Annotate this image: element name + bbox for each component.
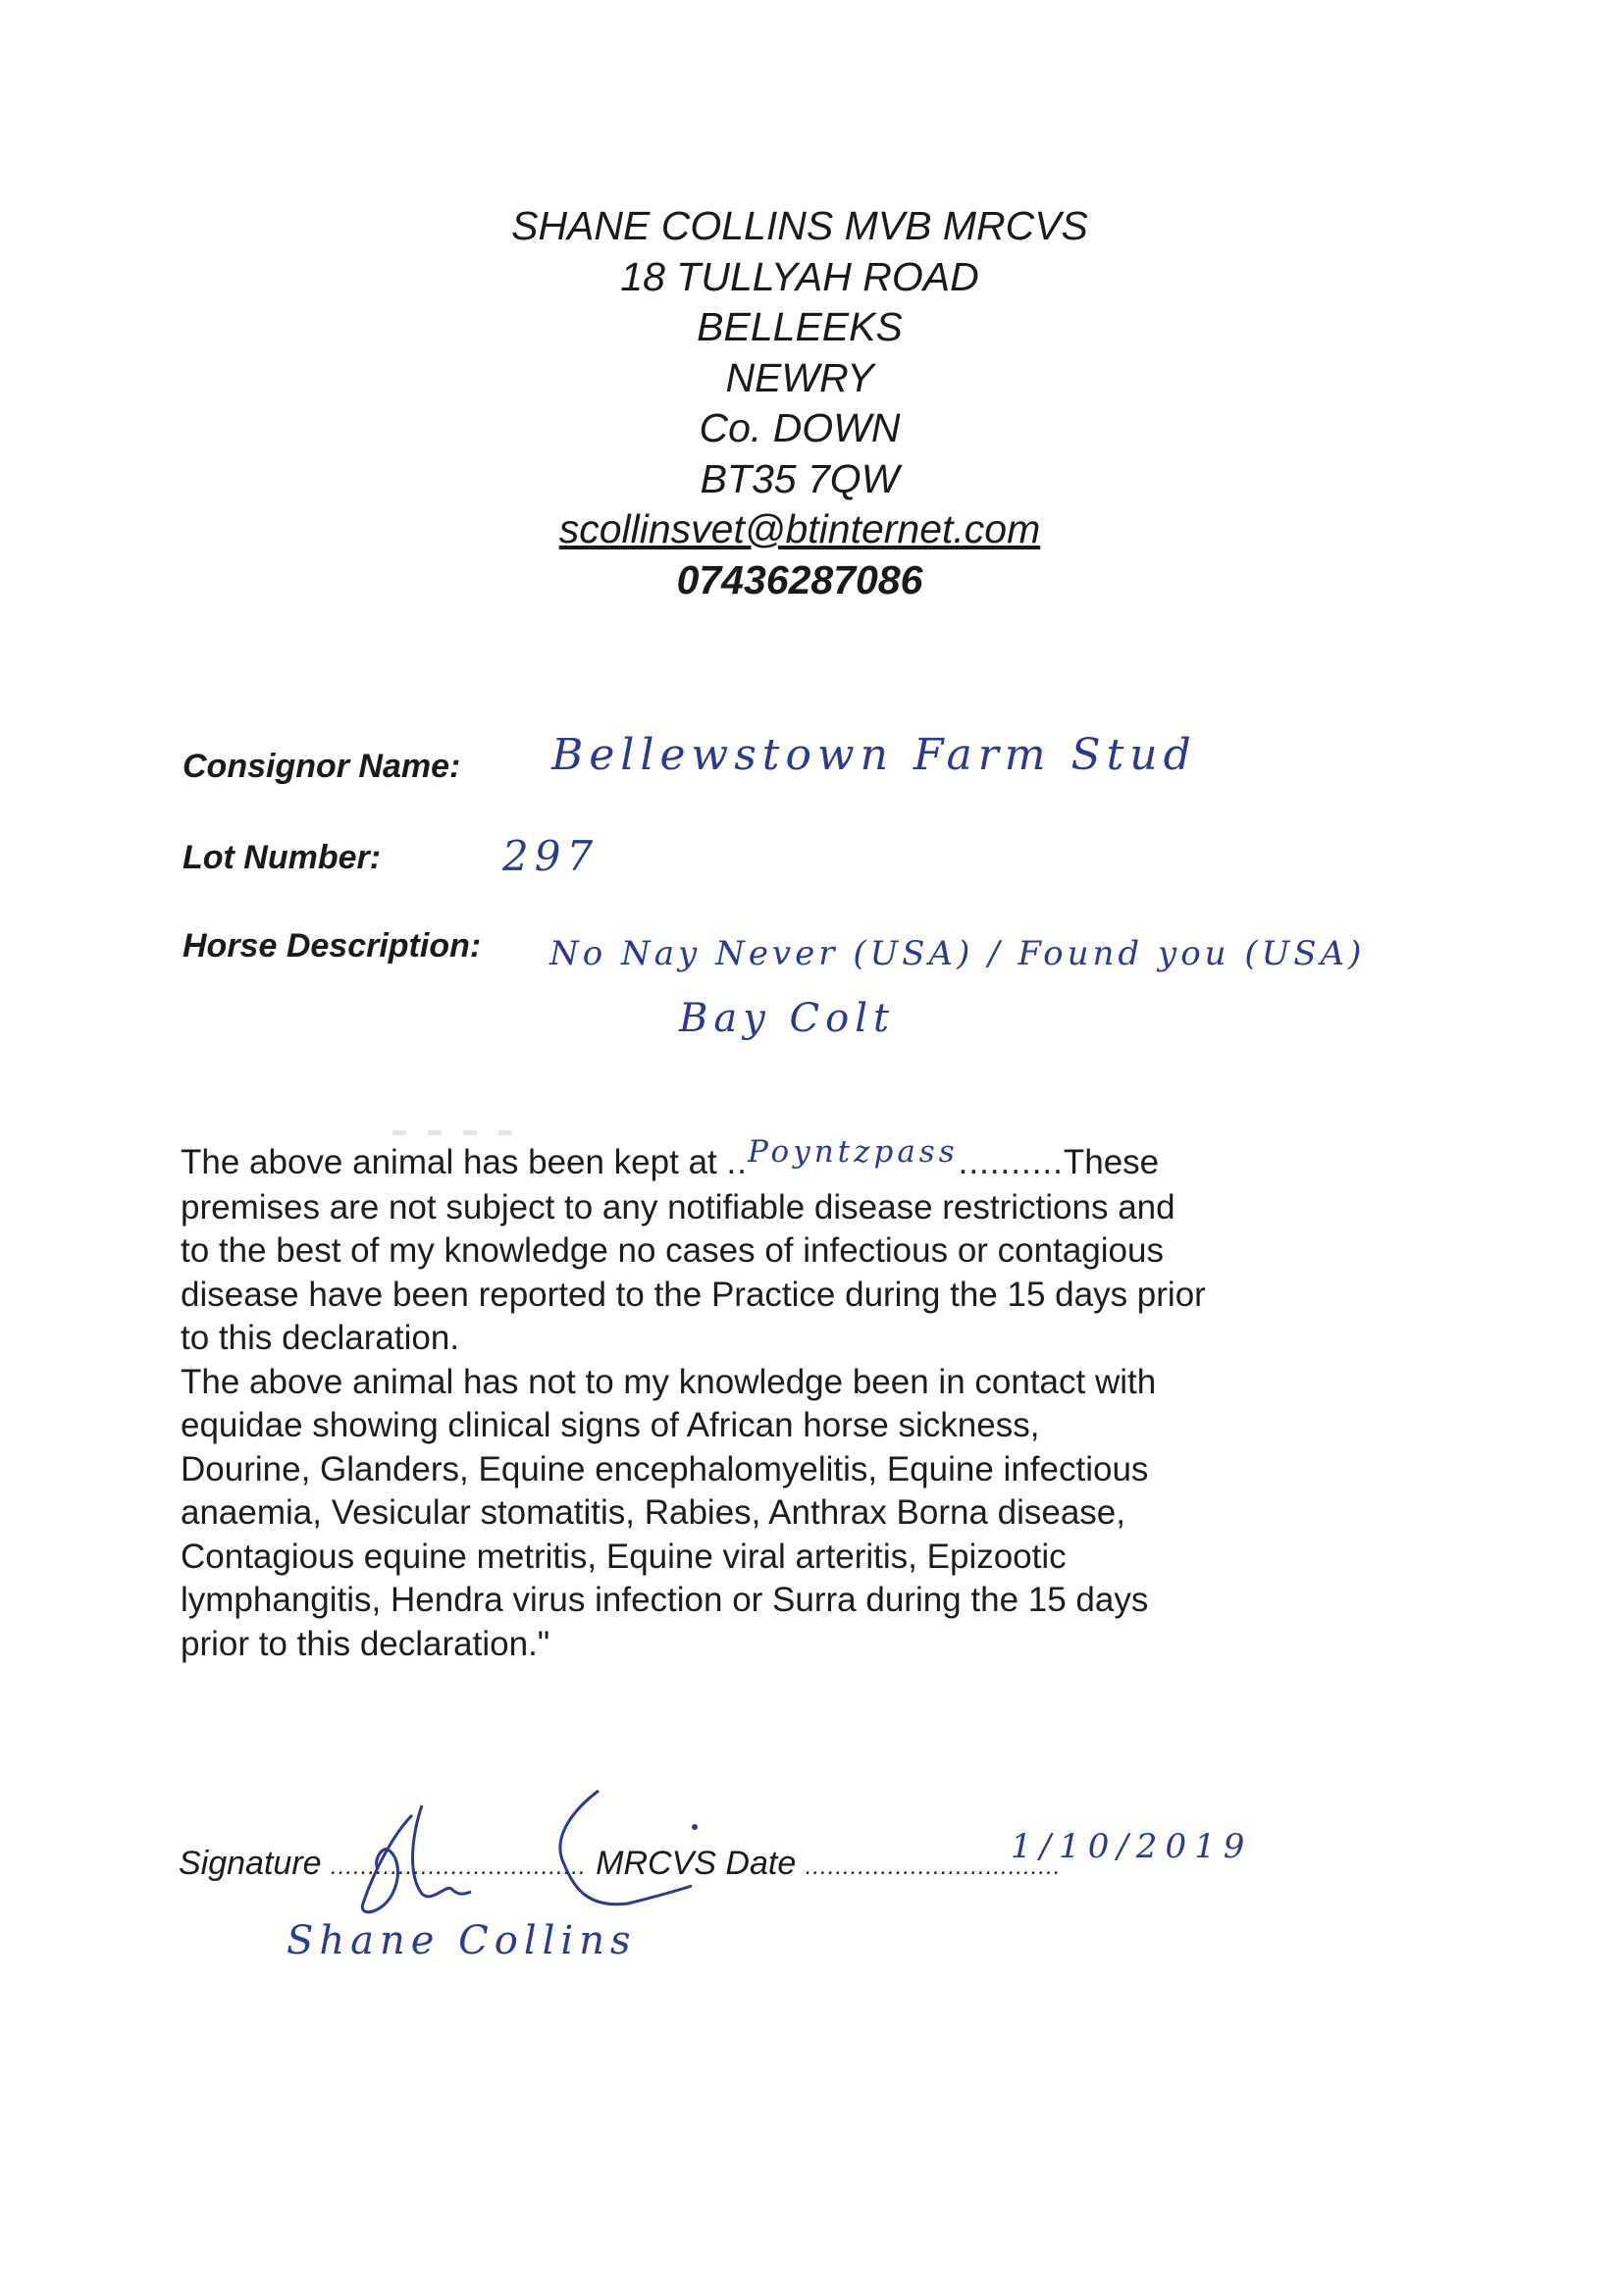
declaration-text bbox=[181, 1134, 1427, 1666]
horse-description-value-line-1: No Nay Never (USA) / Found you (USA) bbox=[549, 934, 1366, 973]
declaration-line-5: to this declaration. bbox=[181, 1319, 460, 1357]
signature-dots: .................................. bbox=[331, 1853, 587, 1880]
vet-name: SHANE COLLINS MVB MRCVS bbox=[511, 203, 1088, 248]
kept-at-value: Poyntzpass bbox=[747, 1134, 959, 1170]
letterhead bbox=[0, 201, 1599, 605]
lot-number-value: 297 bbox=[502, 832, 600, 880]
declaration-line-10: Contagious equine metritis, Equine viral arteritis, Epizootic bbox=[181, 1537, 1067, 1576]
declaration-line-2: premises are not subject to any notifiable disease restrictions and bbox=[181, 1187, 1175, 1226]
declaration-line-11: lymphangitis, Hendra virus infection or Surra during the 15 days bbox=[181, 1581, 1149, 1619]
declaration-line-6: The above animal has not to my knowledge been in contact with bbox=[181, 1362, 1157, 1401]
mrcvs-date-label: MRCVS Date bbox=[596, 1845, 797, 1882]
date-value: 1/10/2019 bbox=[1011, 1827, 1253, 1866]
declaration-line-3: to the best of my knowledge no cases of infectious or contagious bbox=[181, 1231, 1164, 1270]
address-line-1: 18 TULLYAH ROAD bbox=[620, 253, 979, 299]
consignor-value: Bellewstown Farm Stud bbox=[551, 730, 1197, 780]
email-link[interactable]: scollinsvet@btinternet.com bbox=[558, 506, 1041, 551]
postcode: BT35 7QW bbox=[700, 455, 900, 501]
date-dots: .................................. bbox=[805, 1853, 1062, 1880]
consignor-label: Consignor Name: bbox=[183, 748, 461, 785]
declaration-line-4: disease have been reported to the Practice during the 15 days prior bbox=[181, 1275, 1206, 1314]
horse-description-label: Horse Description: bbox=[183, 927, 482, 965]
declaration-line-8: Dourine, Glanders, Equine encephalomyelitis, Equine infectious bbox=[181, 1449, 1149, 1488]
declaration-line-9: anaemia, Vesicular stomatitis, Rabies, Anthrax Borna disease, bbox=[181, 1493, 1125, 1532]
signature-label: Signature bbox=[179, 1845, 322, 1882]
declaration-line-12: prior to this declaration." bbox=[181, 1624, 550, 1663]
address-line-2: BELLEEKS bbox=[697, 304, 903, 349]
declaration-line-7: equidae showing clinical signs of African horse sickness, bbox=[181, 1406, 1040, 1444]
declaration-line-1: The above animal has been kept at ..Poyntzpass..........These bbox=[181, 1141, 1427, 1186]
printed-signer-name: Shane Collins bbox=[287, 1918, 637, 1963]
handwritten-signature bbox=[353, 1776, 726, 1923]
phone-number: 07436287086 bbox=[676, 556, 923, 602]
address-line-4: Co. DOWN bbox=[699, 405, 901, 450]
lot-number-label: Lot Number: bbox=[183, 839, 382, 876]
address-line-3: NEWRY bbox=[725, 354, 874, 400]
horse-description-value-line-2: Bay Colt bbox=[679, 996, 896, 1041]
